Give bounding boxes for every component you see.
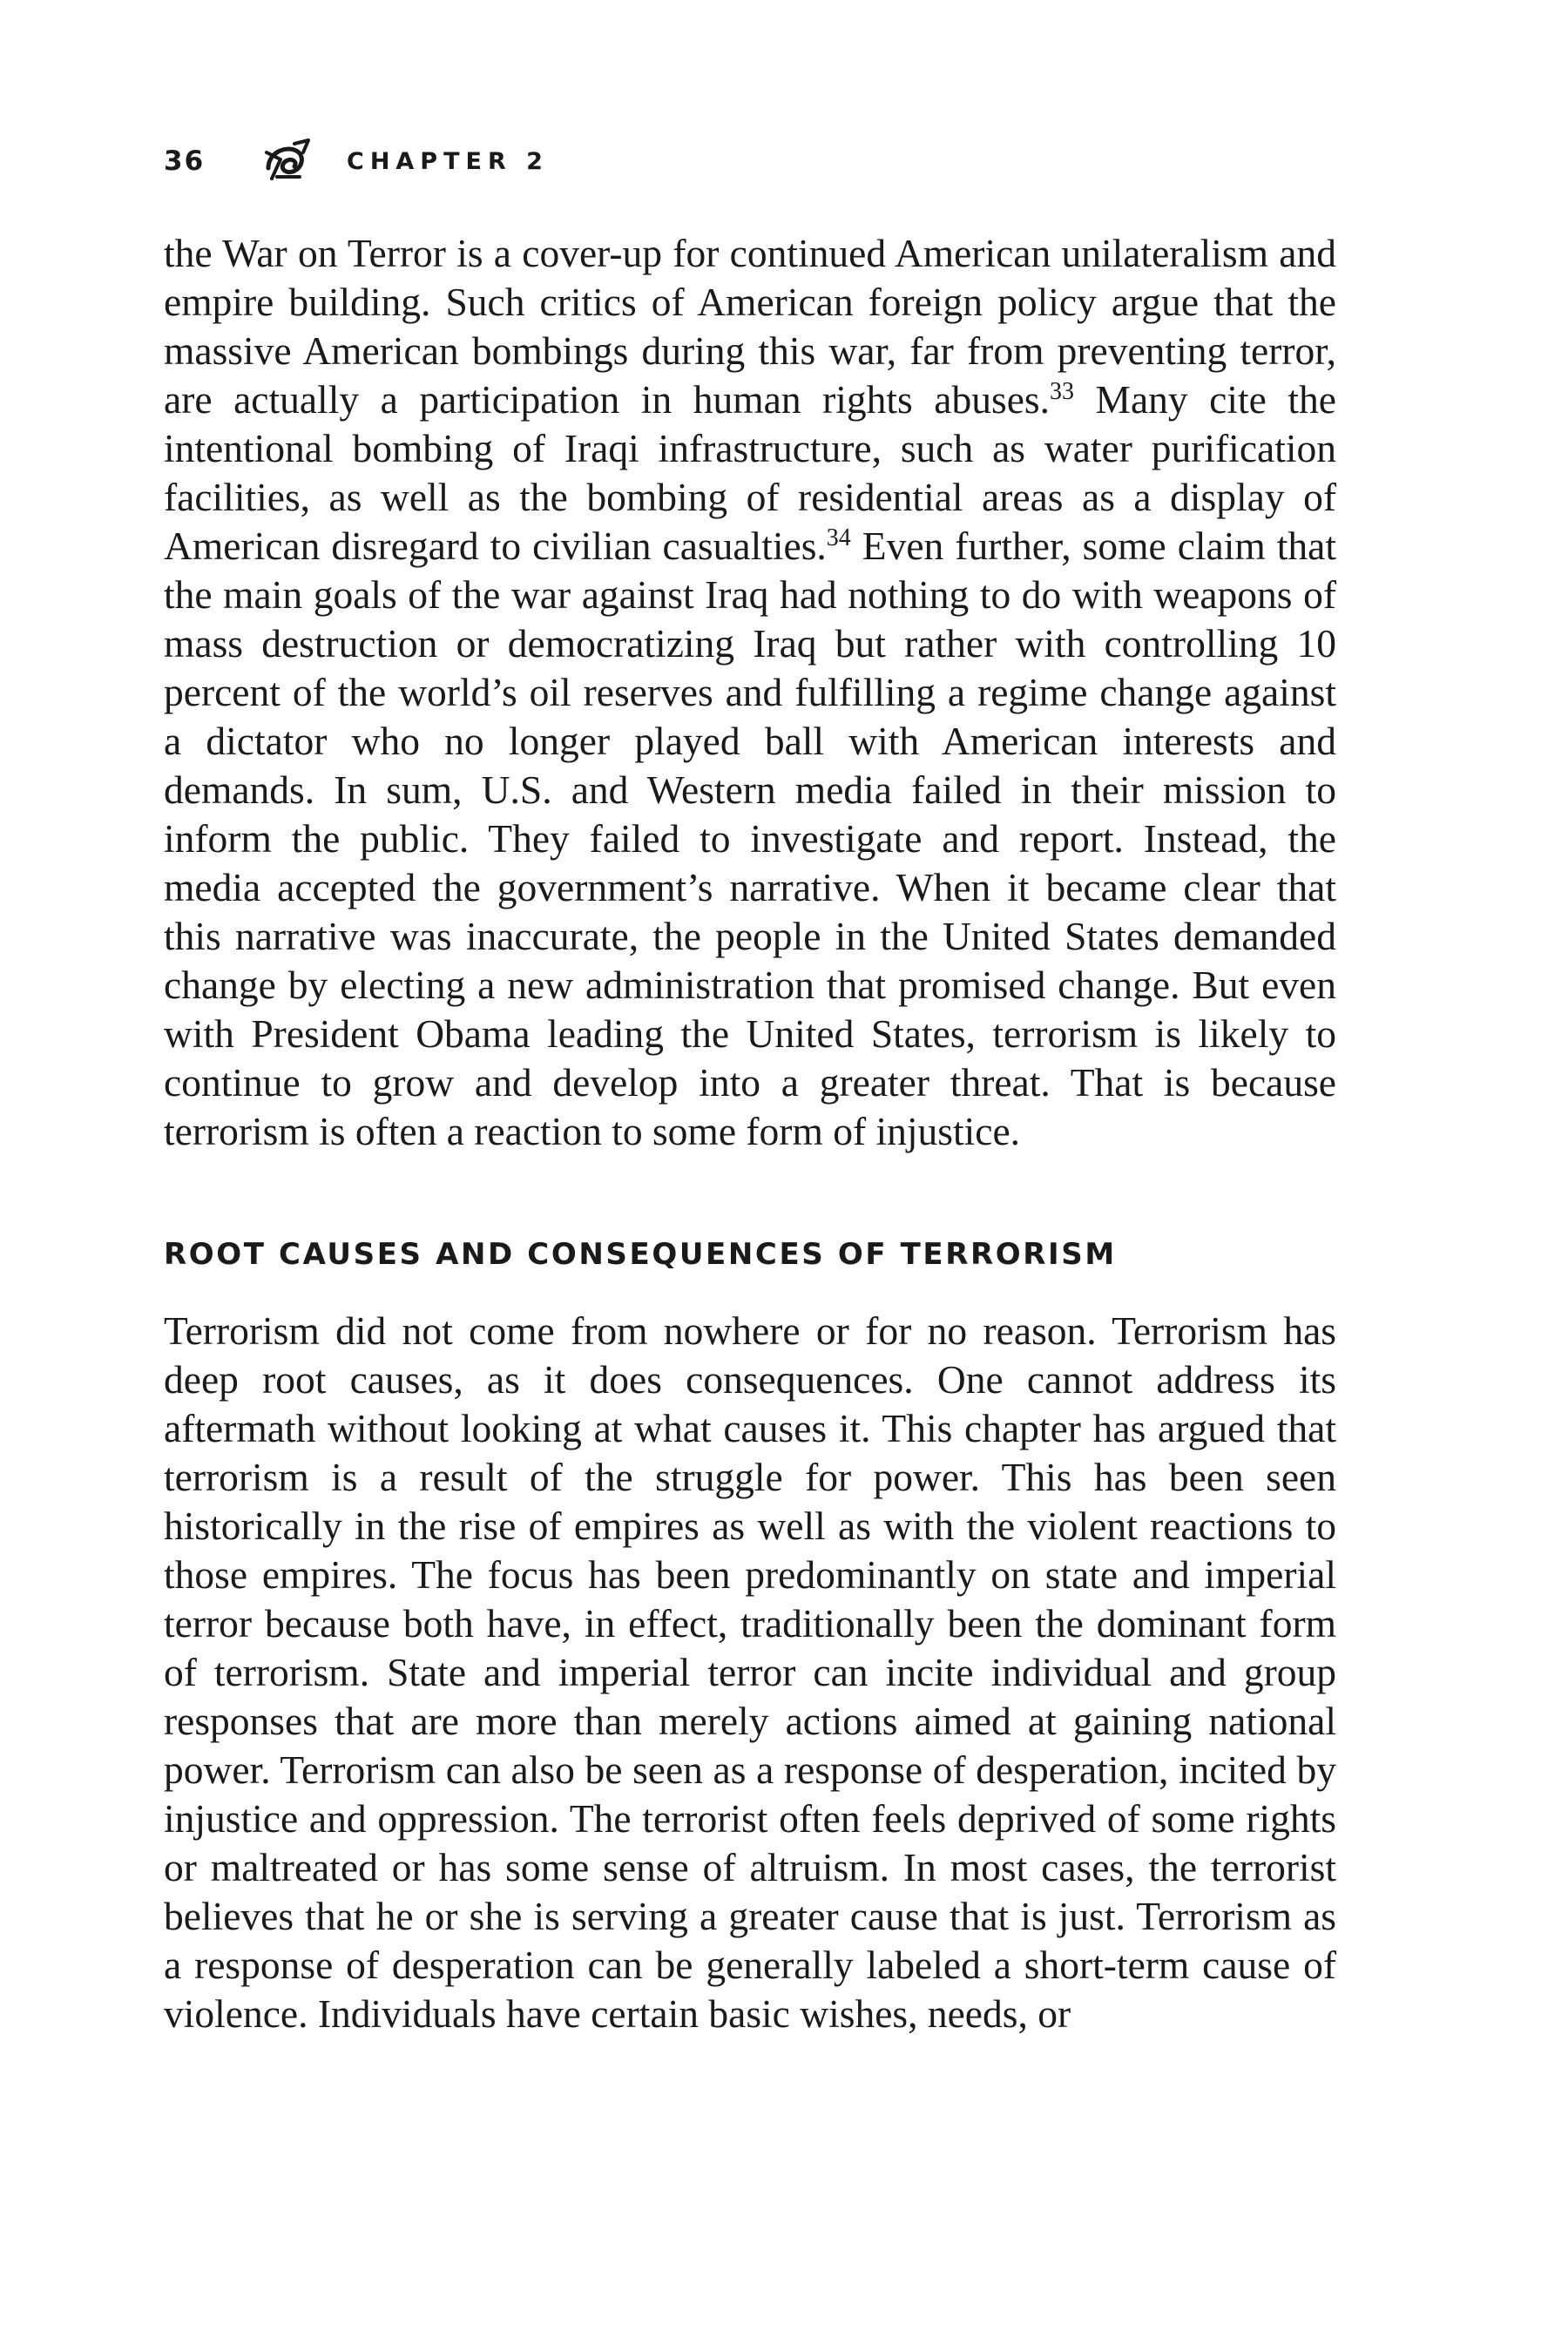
body-paragraph-1 bbox=[164, 229, 1336, 1156]
swirl-ornament-icon bbox=[260, 133, 315, 189]
footnote-ref-33[interactable]: 33 bbox=[1049, 378, 1074, 405]
running-head bbox=[164, 131, 549, 192]
paragraph-1-text-final: Even further, some claim that the main goals of the war against Iraq had nothing to do with weapons of mass destruction or democratizing Iraq but rather with controlling 10 percent of the world’s oil reserves and fulfilling a regime change against a dictator who no longer played ball with American interests and demands. In sum, U.S. and Western media failed in their mission to inform the public. They failed to investigate and report. Instead, the media accepted the government’s narrative. When it became clear that this narrative was inaccurate, the people in the United States demanded change by electing a new administration that promised change. But even with President Obama leading the United States, terrorism is likely to continue to grow and develop into a greater threat. That is because terrorism is often a reaction to some form of injustice. bbox=[164, 524, 1337, 1153]
chapter-label: CHAPTER 2 bbox=[347, 147, 549, 175]
body-paragraph-2: Terrorism did not come from nowhere or for no reason. Terrorism has deep root causes, as it does consequences. One cannot address its aftermath without looking at what causes it. This chapter has argued that terrorism is a result of the struggle for power. This has been seen historically in the rise of empires as well as with the violent reactions to those empires. The focus has been predominantly on state and imperial terror because both have, in effect, traditionally been the dominant form of terrorism. State and imperial terror can incite individual and group responses that are more than merely actions aimed at gaining national power. Terrorism can also be seen as a response of desperation, incited by injustice and oppression. The terrorist often feels deprived of some rights or maltreated or has some sense of altruism. In most cases, the terrorist believes that he or she is serving a greater cause that is just. Terrorism as a response of desperation can be generally labeled a short-term cause of violence. Individuals have certain basic wishes, needs, or bbox=[164, 1308, 1336, 2036]
page-number: 36 bbox=[164, 145, 206, 177]
footnote-ref-34[interactable]: 34 bbox=[826, 524, 851, 551]
section-heading: ROOT CAUSES AND CONSEQUENCES OF TERRORISM bbox=[164, 1237, 1117, 1272]
paragraph-1-text-continued: Many cite the intentional bombing of Iraqi infrastructure, such as water purification facilities, as well as the bombing of residential areas as a display of American disregard to civilian casualties. bbox=[164, 377, 1336, 568]
paragraph-1-text: the War on Terror is a cover-up for continued American unilateralism and empire building. Such critics of American foreign policy argue that the massive American bombings during this war, far from preventing terror, are actually a participation in human rights abuses. bbox=[164, 231, 1336, 422]
